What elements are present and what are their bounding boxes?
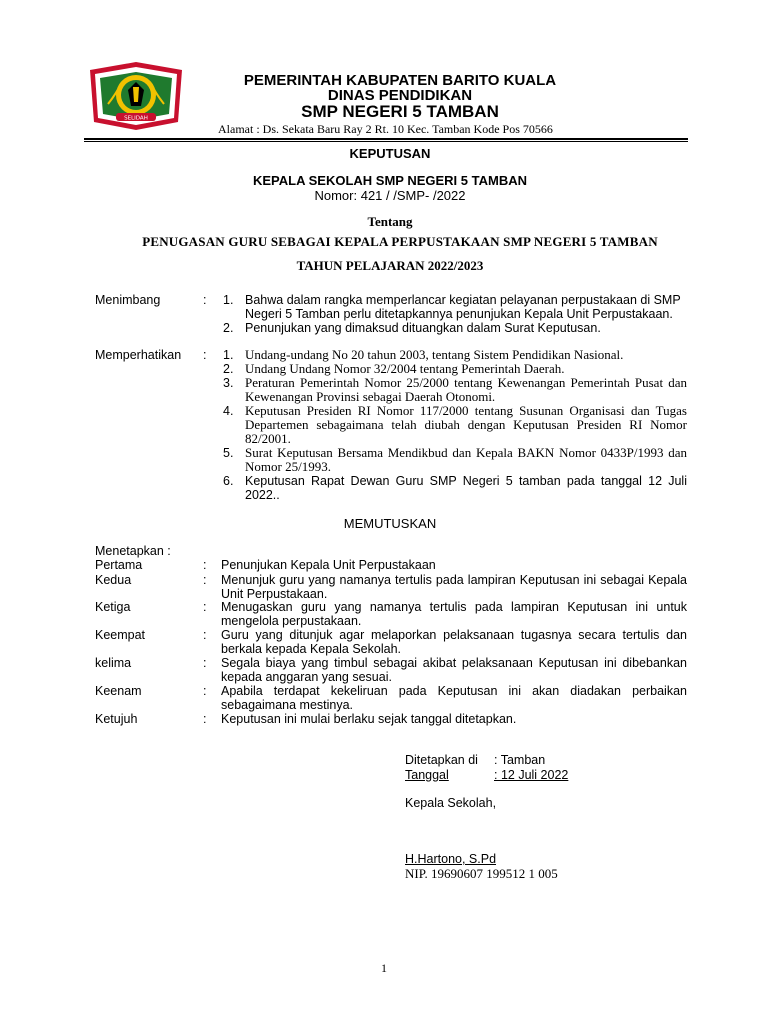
ditetapkan-label: Ditetapkan di [405,753,478,767]
memperhatikan-item: Undang-undang No 20 tahun 2003, tentang Sistem Pendidikan Nasional. [245,347,624,362]
menetapkan-colon: : [203,684,207,698]
memperhatikan-num: 4. [223,404,234,418]
menetapkan-item-label: kelima [95,656,132,670]
tanggal-label: Tanggal [405,768,449,782]
memperhatikan-item: Keputusan Rapat Dewan Guru SMP Negeri 5 tamban pada tanggal 12 Juli 2022.. [245,474,687,502]
menimbang-num: 1. [223,293,234,307]
menetapkan-item-text: Penunjukan Kepala Unit Perpustakaan [221,558,436,572]
header-school: SMP NEGERI 5 TAMBAN [301,102,499,121]
menetapkan-colon: : [203,656,207,670]
menetapkan-item-label: Kedua [95,573,132,587]
header-government: PEMERINTAH KABUPATEN BARITO KUALA [243,72,557,89]
menimbang-colon: : [203,293,207,307]
school-logo [86,60,186,132]
tanggal-value: : 12 Juli 2022 [494,768,569,782]
signer-nip: NIP. 19690607 199512 1 005 [405,866,558,881]
signer-name: H.Hartono, S.Pd [405,852,497,866]
menetapkan-item-text: Keputusan ini mulai berlaku sejak tanggal ditetapkan. [221,712,517,726]
menetapkan-item-label: Pertama [95,558,143,572]
menetapkan-item-label: Keenam [95,684,142,698]
barito-kuala-emblem-icon [86,60,186,132]
menimbang-item: Bahwa dalam rangka memperlancar kegiatan pelayanan perpustakaan di SMP Negeri 5 Tamban perlu ditetapkannya penunjukan Kepala Unit Perpustakaan. [245,293,681,321]
memperhatikan-num: 6. [223,474,234,488]
menetapkan-item-text: Menugaskan guru yang namanya tertulis pada lampiran Keputusan ini untuk mengelola perpustakaan. [221,600,687,628]
menimbang-label: Menimbang [95,293,161,307]
menetapkan-colon: : [203,600,207,614]
memperhatikan-num: 1. [223,348,234,362]
memperhatikan-num: 2. [223,362,234,376]
menetapkan-item-label: Ketujuh [95,712,138,726]
doc-academic-year: TAHUN PELAJARAN 2022/2023 [296,258,484,273]
doc-type: KEPUTUSAN [349,146,431,161]
menetapkan-colon: : [203,558,207,572]
menetapkan-item-text: Apabila terdapat kekeliruan pada Keputusan ini akan diadakan perbaikan sebagaimana mestinya. [221,684,687,712]
menetapkan-item-text: Menunjuk guru yang namanya tertulis pada lampiran Keputusan ini sebagai Kepala Unit Perpustakaan. [221,573,687,601]
memperhatikan-item: Peraturan Pemerintah Nomor 25/2000 tentang Kewenangan Pemerintah Pusat dan Kewenangan Provinsi sebagai Daerah Otonomi. [245,375,687,404]
memperhatikan-item: Keputusan Presiden RI Nomor 117/2000 tentang Susunan Organisasi dan Tugas Departemen sebagaimana telah diubah dengan Keputusan Presiden RI Nomor 82/2001. [245,403,687,446]
svg-text:SELIDAH: SELIDAH [124,115,148,122]
menetapkan-colon: : [203,573,207,587]
memperhatikan-label: Memperhatikan [95,348,182,362]
doc-subject: PENUGASAN GURU SEBAGAI KEPALA PERPUSTAKAAN SMP NEGERI 5 TAMBAN [142,234,658,249]
menetapkan-colon: : [203,628,207,642]
header-divider-thin [84,141,688,142]
menetapkan-item-label: Keempat [95,628,146,642]
memperhatikan-item: Surat Keputusan Bersama Mendikbud dan Kepala BAKN Nomor 0433P/1993 dan Nomor 25/1993. [245,445,687,474]
menetapkan-item-label: Ketiga [95,600,131,614]
page-number: 1 [381,961,387,975]
memperhatikan-item: Undang Undang Nomor 32/2004 tentang Pemerintah Daerah. [245,361,565,376]
memperhatikan-colon: : [203,348,207,362]
menetapkan-item-text: Guru yang ditunjuk agar melaporkan pelaksanaan tugasnya secara tertulis dan berkala kepada Kepala Sekolah. [221,628,687,656]
memutuskan-heading: MEMUTUSKAN [343,516,437,531]
memperhatikan-num: 5. [223,446,234,460]
header-address: Alamat : Ds. Sekata Baru Ray 2 Rt. 10 Kec. Tamban Kode Pos 70566 [218,122,553,136]
issuer: KEPALA SEKOLAH SMP NEGERI 5 TAMBAN [253,173,527,188]
signer-role: Kepala Sekolah, [405,796,497,810]
tentang-label: Tentang [367,214,413,229]
menetapkan-label: Menetapkan : [95,544,171,558]
menetapkan-item-text: Segala biaya yang timbul sebagai akibat pelaksanaan Keputusan ini dibebankan kepada anggaran yang sesuai. [221,656,687,684]
menetapkan-colon: : [203,712,207,726]
header-divider [84,138,688,140]
menimbang-num: 2. [223,321,234,335]
doc-number: Nomor: 421 / /SMP- /2022 [314,188,466,203]
memperhatikan-num: 3. [223,376,234,390]
header-department: DINAS PENDIDIKAN [327,87,473,104]
ditetapkan-value: : Tamban [494,753,546,767]
menimbang-item: Penunjukan yang dimaksud dituangkan dalam Surat Keputusan. [245,321,601,335]
